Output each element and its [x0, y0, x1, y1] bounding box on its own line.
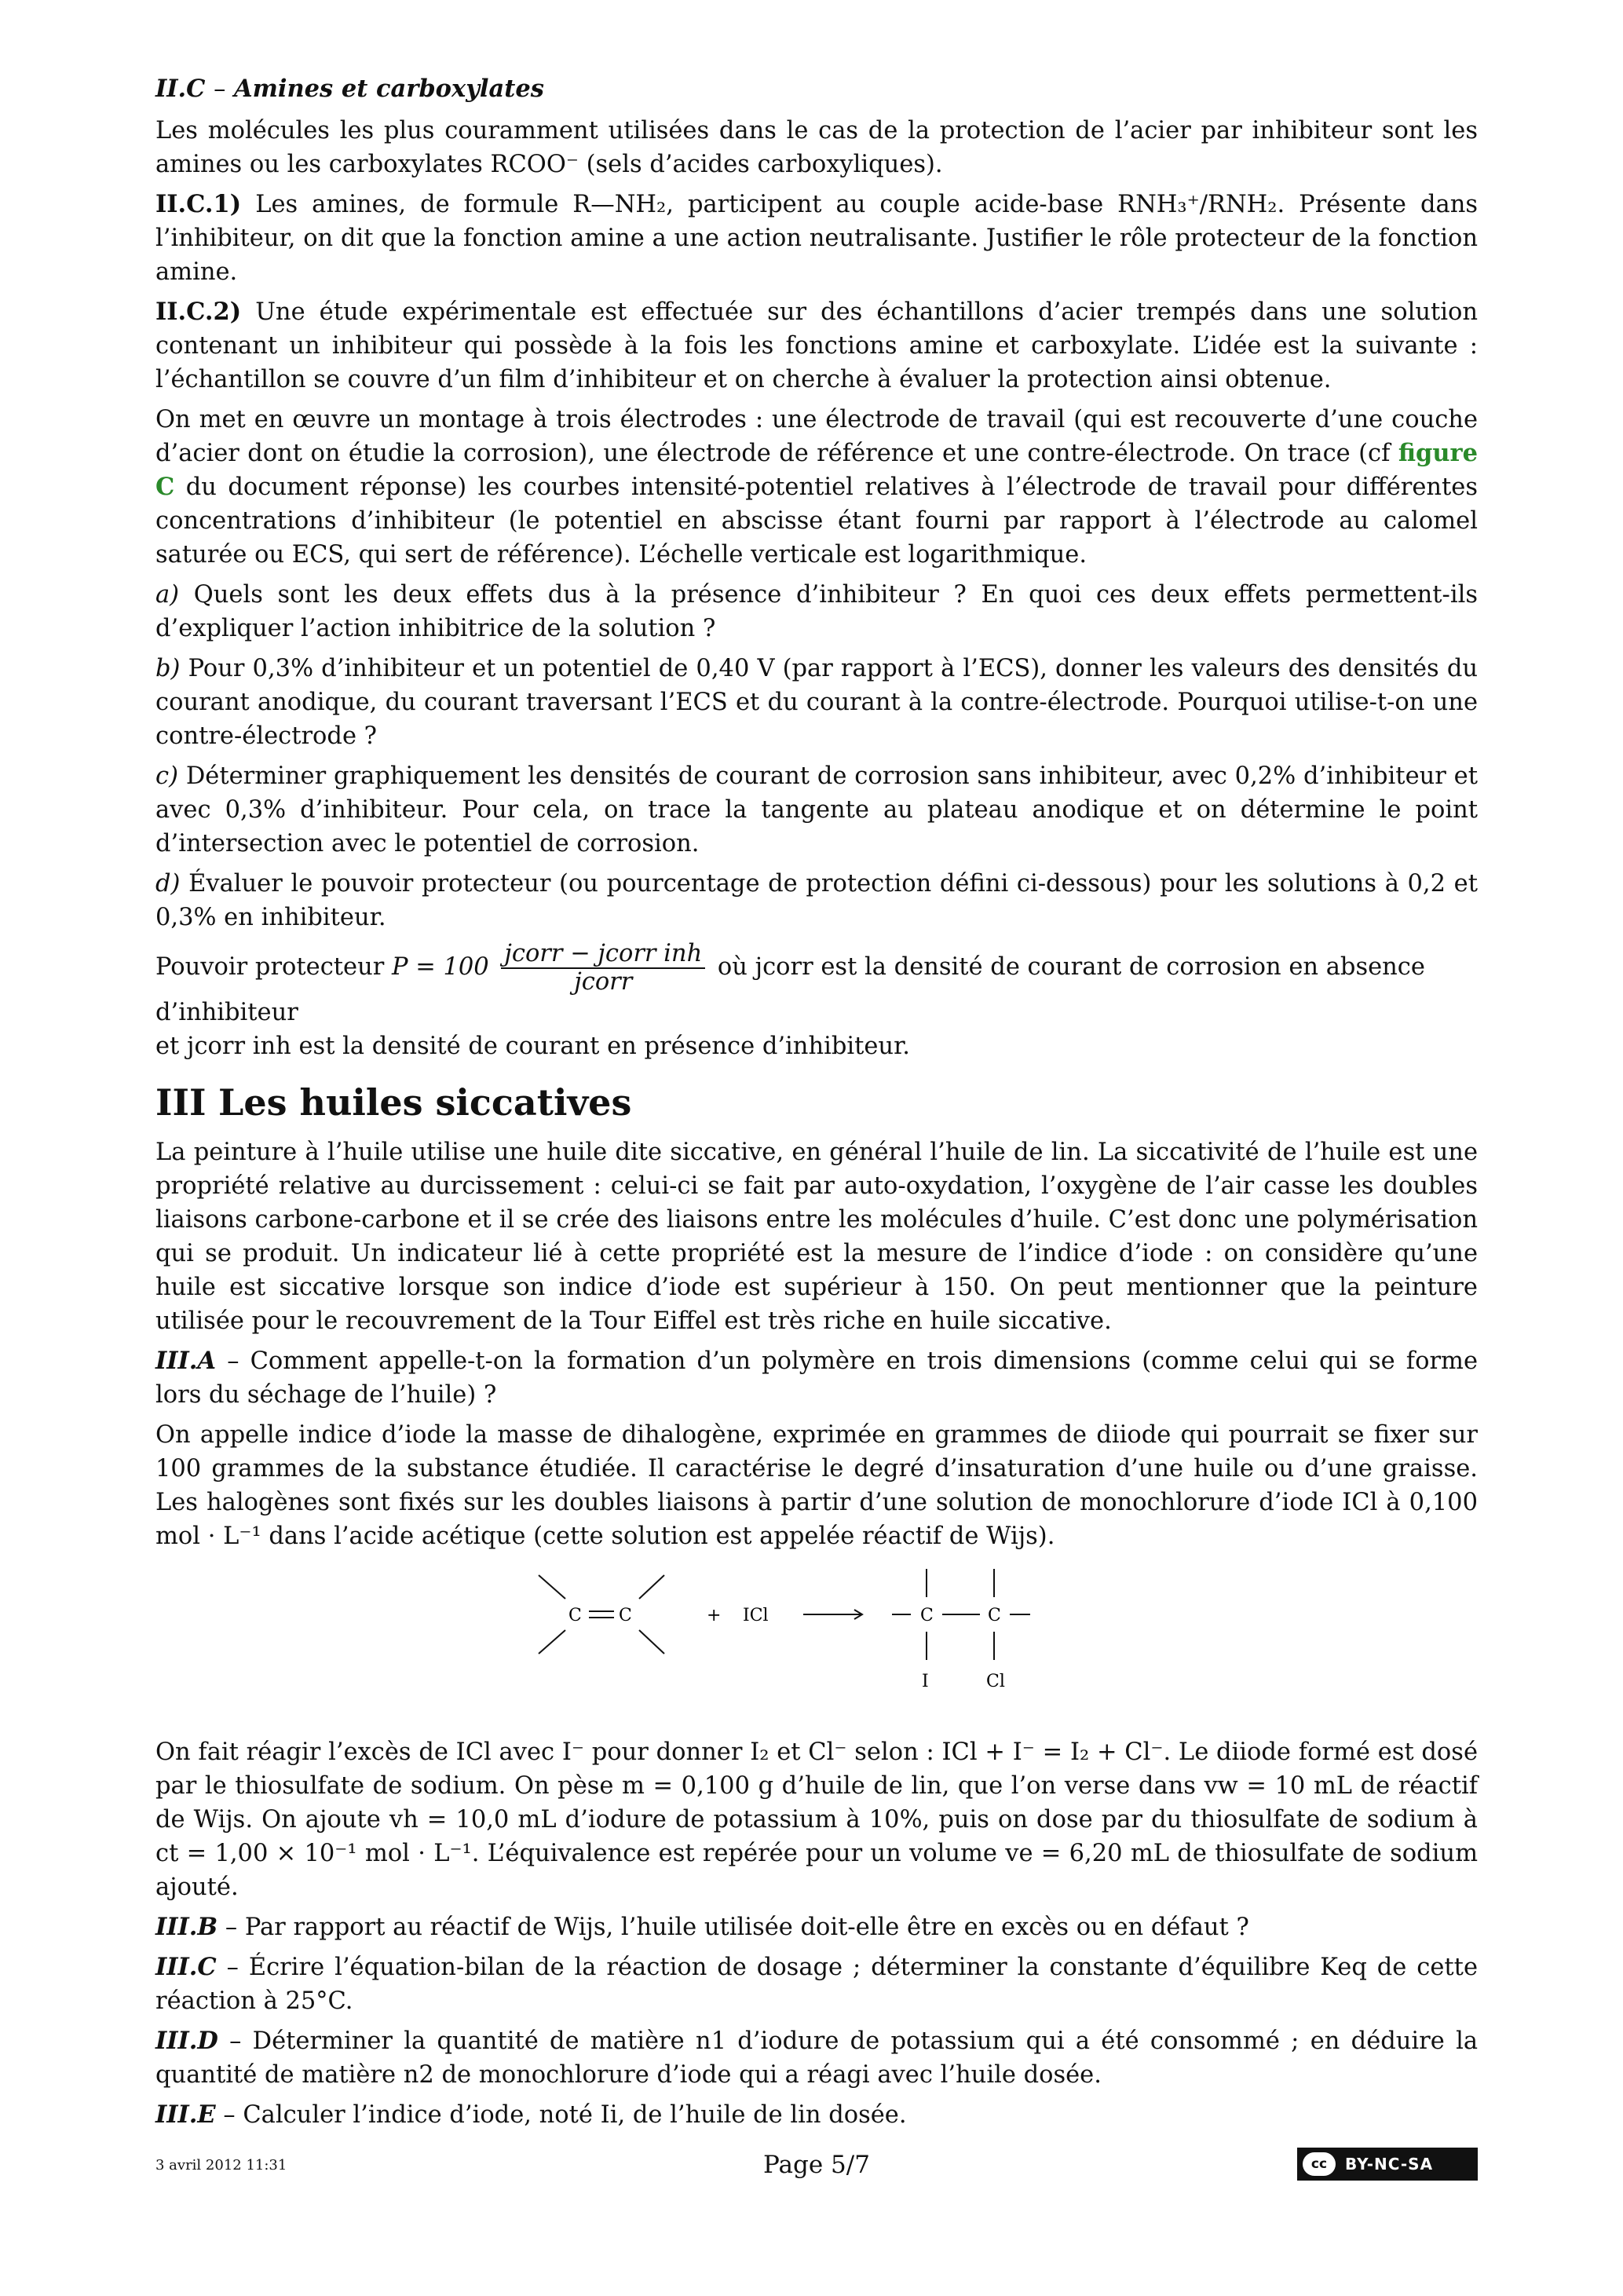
license-badge — [1297, 2148, 1478, 2181]
formula-after: où jcorr est la densité de courant de corrosion en absence d’inhibiteur — [155, 953, 1425, 1026]
question-label: II.C.1) — [155, 190, 242, 218]
question-label: b) — [155, 655, 181, 682]
question-a — [155, 578, 1478, 645]
section-number: III — [155, 1081, 207, 1124]
intro-paragraph: Les molécules les plus couramment utilisées dans le cas de la protection de l’acier par inhibiteur sont les amines ou les carboxylates RCOO⁻ (sels d’acides carboxyliques). — [155, 117, 1478, 178]
formula-intro: Pouvoir protecteur — [155, 953, 385, 981]
question-text: Comment appelle-t-on la formation d’un polymère en trois dimensions (comme celui qui se forme lors du séchage de l’huile) ? — [155, 1347, 1479, 1409]
formula-denominator: jcorr — [574, 968, 633, 996]
setup-text-b: du document réponse) les courbes intensité-potentiel relatives à l’électrode de travail pour différentes concentrations d’inhibiteur (le potentiel en abscisse étant fourni par rapport à l’électrode au calomel saturée ou ECS, qui sert de référence). L’échelle verticale est logarithmique. — [155, 473, 1478, 569]
question-label: III.D — [155, 2027, 218, 2055]
page-content — [155, 72, 1478, 2138]
question-text: Les amines, de formule R—NH₂, participent au couple acide-base RNH₃⁺/RNH₂. Présente dans l’inhibiteur, on dit que la fonction amine a une action neutralisante. Justifier le rôle protecteur de la fonction amine. — [155, 191, 1478, 286]
protective-power-formula — [155, 941, 1478, 1063]
product-carbon-1: C — [920, 1606, 934, 1625]
setup-paragraph — [155, 403, 1478, 572]
question-text: Écrire l’équation-bilan de la réaction de dosage ; déterminer la constante d’équilibre Keq de cette réaction à 25°C. — [155, 1954, 1478, 2015]
question-text: Une étude expérimentale est effectuée sur des échantillons d’acier trempés dans une solution contenant un inhibiteur qui possède à la fois les fonctions amine et carboxylate. L’idée est la suivante : l’échantillon se couvre d’un film d’inhibiteur et on cherche à évaluer la protection ainsi obtenue. — [155, 298, 1478, 393]
heading-title: Amines et carboxylates — [233, 75, 544, 103]
bond-line — [639, 1630, 664, 1654]
question-iii-a: III.A – Comment appelle-t-on la formation d’un polymère en trois dimensions (comme celui qui se forme lors du séchage de l’huile) ? — [155, 1347, 1479, 1409]
reactant-carbon-1: C — [568, 1606, 582, 1625]
question-b — [155, 652, 1478, 753]
formula-numerator: jcorr − jcorr inh — [501, 941, 705, 969]
reaction-diagram — [532, 1561, 1098, 1718]
iodine-index-definition: On appelle indice d’iode la masse de dihalogène, exprimée en grammes de diiode qui pourrait se fixer sur 100 grammes de la substance étudiée. Il caractérise le degré d’insaturation d’une huile ou d’une graisse. Les halogènes sont fixés sur les doubles liaisons à partir d’une solution de monochlorure d’iode ICl à 0,100 mol · L⁻¹ dans l’acide acétique (cette solution est appelée réactif de Wijs). — [155, 1421, 1478, 1550]
question-c — [155, 759, 1478, 861]
heading-dash: – — [214, 75, 226, 103]
question-text: Déterminer la quantité de matière n1 d’iodure de potassium qui a été consommé ; en déduire la quantité de matière n2 de monochlorure d’iode qui a réagi avec l’huile dosée. — [155, 2027, 1479, 2089]
question-text: Par rapport au réactif de Wijs, l’huile utilisée doit-elle être en excès ou en défaut ? — [244, 1914, 1249, 1941]
siccative-intro: La peinture à l’huile utilise une huile dite siccative, en général l’huile de lin. La siccativité de l’huile est une propriété relative au durcissement : celui-ci se fait par auto-oxydation, l’oxygène de l’air casse les doubles liaisons carbone-carbone et il se crée des liaisons entre les molécules d’huile. C’est donc une polymérisation qui se produit. Un indicateur lié à cette propriété est la mesure de l’indice d’iode : on considère qu’une huile est siccative lorsque son indice d’iode est supérieur à 150. On peut mentionner que la peinture utilisée pour le recouvrement de la Tour Eiffel est très riche en huile siccative. — [155, 1139, 1478, 1335]
footer-date: 3 avril 2012 11:31 — [155, 2157, 287, 2174]
dosage-paragraph: On fait réagir l’excès de ICl avec I⁻ pour donner I₂ et Cl⁻ selon : ICl + I⁻ = I₂ + Cl⁻. Le diiode formé est dosé par le thiosulfate de sodium. On pèse m = 0,100 g d’huile de lin, que l’on verse dans vw = 10 mL de réactif de Wijs. On ajoute vh = 10,0 mL d’iodure de potassium à 10%, puis on dose par du thiosulfate de sodium à ct = 1,00 × 10⁻¹ mol · L⁻¹. L’équivalence est repérée pour un volume ve = 6,20 mL de thiosulfate de sodium ajouté. — [155, 1738, 1478, 1901]
question-label: c) — [155, 762, 178, 790]
formula-line2: et jcorr inh est la densité de courant en présence d’inhibiteur. — [155, 1033, 911, 1060]
reactant-carbon-2: C — [619, 1606, 632, 1625]
setup-text-a: On met en œuvre un montage à trois électrodes : une électrode de travail (qui est recouverte d’une couche d’acier dont on étudie la corrosion), une électrode de référence et une contre-électrode. On trace (cf — [155, 406, 1478, 467]
question-label: III.E — [155, 2100, 216, 2129]
heading-label: II.C — [155, 75, 206, 103]
creative-commons-icon: cc — [1303, 2152, 1336, 2176]
question-label: III.C — [155, 1953, 217, 1981]
license-text: BY-NC-SA — [1345, 2155, 1434, 2174]
question-iii-b: III.B – Par rapport au réactif de Wijs, l’huile utilisée doit-elle être en excès ou en défaut ? — [155, 1913, 1249, 1941]
question-label: a) — [155, 581, 180, 609]
question-text: Calculer l’indice d’iode, noté Ii, de l’huile de lin dosée. — [243, 2101, 907, 2129]
question-iii-c: III.C – Écrire l’équation-bilan de la réaction de dosage ; déterminer la constante d’équilibre Keq de cette réaction à 25°C. — [155, 1953, 1478, 2015]
section-title-text: Les huiles siccatives — [218, 1081, 632, 1124]
question-label: III.A — [155, 1347, 217, 1375]
product-chlorine: Cl — [986, 1672, 1005, 1691]
question-text: Quels sont les deux effets dus à la présence d’inhibiteur ? En quoi ces deux effets permettent-ils d’expliquer l’action inhibitrice de la solution ? — [155, 581, 1478, 642]
bond-line — [539, 1575, 565, 1599]
question-text: Pour 0,3% d’inhibiteur et un potentiel de 0,40 V (par rapport à l’ECS), donner les valeurs des densités du courant anodique, du courant traversant l’ECS et du courant à la contre-électrode. Pourquoi utilise-t-on une contre-électrode ? — [155, 655, 1478, 750]
bond-line — [639, 1575, 664, 1599]
formula-lhs: P = 100 — [392, 953, 489, 981]
question-iii-d: III.D – Déterminer la quantité de matière n1 d’iodure de potassium qui a été consommé ; en déduire la quantité de matière n2 de monochlorure d’iode qui a réagi avec l’huile dosée. — [155, 2027, 1479, 2089]
addition-reaction-scheme — [155, 1561, 1478, 1718]
question-ii-c-1 — [155, 188, 1478, 289]
section-heading-ii-c — [155, 72, 1478, 106]
product-carbon-2: C — [988, 1606, 1001, 1625]
question-text: Déterminer graphiquement les densités de courant de corrosion sans inhibiteur, avec 0,2% d’inhibiteur et avec 0,3% d’inhibiteur. Pour cela, on trace la tangente au plateau anodique et on détermine le point d’intersection avec le potentiel de corrosion. — [155, 762, 1478, 857]
question-iii-e: III.E – Calculer l’indice d’iode, noté Ii, de l’huile de lin dosée. — [155, 2100, 907, 2129]
question-label: III.B — [155, 1913, 218, 1941]
formula-fraction — [501, 941, 705, 996]
question-label: d) — [155, 870, 181, 898]
product-iodine: I — [922, 1672, 929, 1691]
page-number: Page 5/7 — [763, 2151, 870, 2179]
bond-line — [539, 1630, 565, 1654]
question-label: II.C.2) — [155, 298, 242, 326]
section-title-iii — [155, 1080, 1478, 1124]
reagent-icl: ICl — [743, 1606, 769, 1625]
question-text: Évaluer le pouvoir protecteur (ou pourcentage de protection défini ci-dessous) pour les solutions à 0,2 et 0,3% en inhibiteur. — [155, 870, 1478, 931]
figure-c-link[interactable]: figure C — [155, 439, 1478, 501]
page-footer — [155, 2148, 1478, 2187]
plus-sign: + — [707, 1606, 722, 1625]
question-ii-c-2 — [155, 295, 1478, 397]
question-d — [155, 867, 1478, 934]
